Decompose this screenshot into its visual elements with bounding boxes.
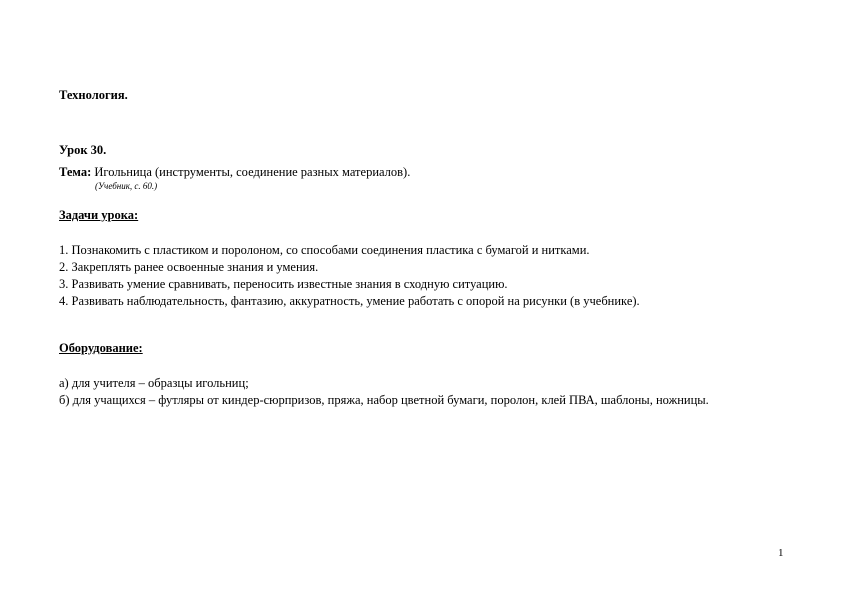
- task-item-3: 3. Развивать умение сравнивать, переносить известные знания в сходную ситуацию.: [59, 277, 508, 291]
- task-item-4: 4. Развивать наблюдательность, фантазию, аккуратность, умение работать с опорой на рисунки (в учебнике).: [59, 294, 640, 308]
- lesson-number: Урок 30.: [59, 143, 107, 157]
- topic-line: [59, 165, 410, 180]
- task-item-2: 2. Закреплять ранее освоенные знания и умения.: [59, 260, 319, 274]
- equipment-heading: Оборудование:: [59, 341, 143, 355]
- task-item-1: 1. Познакомить с пластиком и поролоном, со способами соединения пластика с бумагой и нитками.: [59, 243, 590, 257]
- topic-label: Тема:: [59, 165, 92, 179]
- equipment-item-teacher: а) для учителя – образцы игольниц;: [59, 376, 249, 390]
- textbook-reference: (Учебник, с. 60.): [95, 181, 158, 191]
- tasks-heading: Задачи урока:: [59, 208, 139, 222]
- page-number: 1: [778, 547, 784, 559]
- equipment-item-students: б) для учащихся – футляры от киндер-сюрпризов, пряжа, набор цветной бумаги, поролон, клей ПВА, шаблоны, ножницы.: [59, 393, 709, 407]
- topic-text: Игольница (инструменты, соединение разных материалов).: [91, 165, 411, 179]
- subject-heading: Технология.: [59, 88, 128, 102]
